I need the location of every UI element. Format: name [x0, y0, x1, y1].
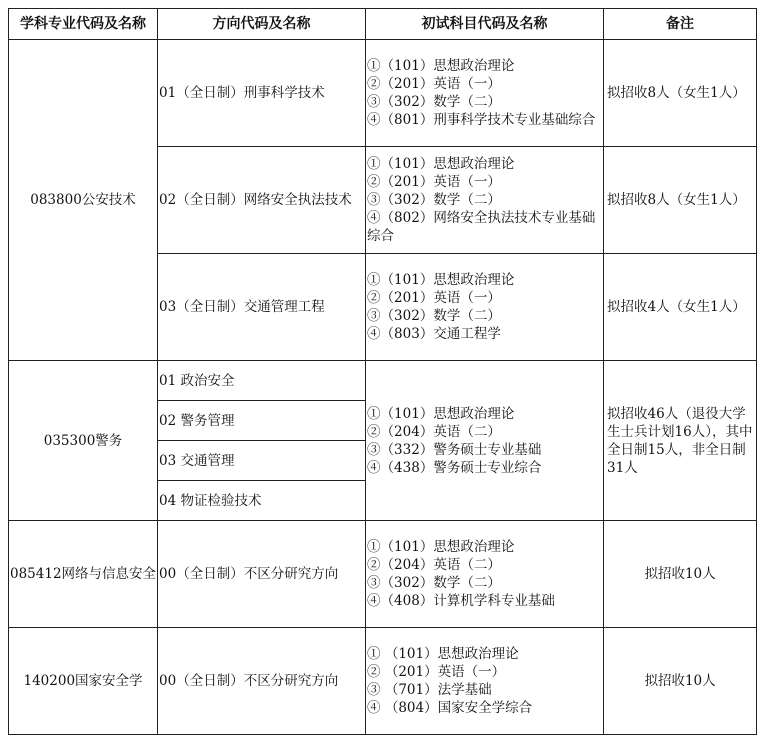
discipline-cell: 085412网络与信息安全: [9, 521, 158, 628]
discipline-cell: 035300警务: [9, 361, 158, 521]
subject-item: ①（101）思想政治理论: [367, 405, 515, 422]
direction-cell: 02 警务管理: [158, 401, 366, 441]
note-cell: 拟招收10人: [604, 628, 757, 735]
admissions-table: [8, 8, 757, 735]
subject-item: ④（438）警务硕士专业综合: [367, 459, 542, 476]
subject-item: ②（204）英语（二）: [367, 557, 501, 573]
subject-item: ① （101）思想政治理论: [367, 646, 519, 662]
subject-item: ②（201）英语（一）: [367, 174, 501, 190]
header-direction: 方向代码及名称: [158, 9, 366, 40]
subject-item: ② （201）英语（一）: [367, 664, 506, 680]
subject-item: ②（204）英语（二）: [367, 423, 501, 440]
note-cell: 拟招收8人（女生1人）: [604, 40, 757, 147]
direction-cell: 03 交通管理: [158, 441, 366, 481]
direction-cell: 00（全日制）不区分研究方向: [158, 521, 366, 628]
note-cell: 拟招收4人（女生1人）: [604, 254, 757, 361]
subject-item: ③（332）警务硕士专业基础: [367, 441, 542, 458]
admissions-table-container: [8, 8, 757, 735]
discipline-cell: 140200国家安全学: [9, 628, 158, 735]
subject-item: ③（302）数学（二）: [367, 575, 501, 591]
subject-item: ④（803）交通工程学: [367, 326, 501, 342]
direction-cell: 04 物证检验技术: [158, 481, 366, 521]
table-row: [9, 521, 757, 628]
subject-item: ②（201）英语（一）: [367, 76, 501, 92]
subject-item: ③ （701）法学基础: [367, 682, 492, 698]
subject-item: ④（801）刑事科学技术专业基础综合: [367, 112, 596, 128]
subjects-cell: [366, 147, 604, 254]
direction-cell: 02（全日制）网络安全执法技术: [158, 147, 366, 254]
direction-cell: 01 政治安全: [158, 361, 366, 401]
subject-item: ①（101）思想政治理论: [367, 539, 515, 555]
subject-item: ④ （804）国家安全学综合: [367, 700, 533, 716]
subject-item: ①（101）思想政治理论: [367, 156, 515, 172]
table-row: [9, 40, 757, 147]
subjects-cell: [366, 521, 604, 628]
subject-item: ④（802）网络安全执法技术专业基础综合: [367, 210, 596, 244]
direction-cell: 01（全日制）刑事科学技术: [158, 40, 366, 147]
subject-item: ①（101）思想政治理论: [367, 58, 515, 74]
subjects-cell: [366, 40, 604, 147]
subject-item: ③（302）数学（二）: [367, 192, 501, 208]
note-cell: 拟招收10人: [604, 521, 757, 628]
direction-cell: 00（全日制）不区分研究方向: [158, 628, 366, 735]
subjects-cell: [366, 361, 604, 521]
note-cell: 拟招收8人（女生1人）: [604, 147, 757, 254]
direction-cell: 03（全日制）交通管理工程: [158, 254, 366, 361]
subject-item: ③（302）数学（二）: [367, 308, 501, 324]
subject-item: ①（101）思想政治理论: [367, 272, 515, 288]
subject-item: ②（201）英语（一）: [367, 290, 501, 306]
table-row: [9, 361, 757, 401]
subject-item: ③（302）数学（二）: [367, 94, 501, 110]
subject-item: ④（408）计算机学科专业基础: [367, 593, 555, 609]
subjects-cell: [366, 628, 604, 735]
header-subjects: 初试科目代码及名称: [366, 9, 604, 40]
subjects-cell: [366, 254, 604, 361]
discipline-cell: 083800公安技术: [9, 40, 158, 361]
header-notes: 备注: [604, 9, 757, 40]
table-header-row: [9, 9, 757, 40]
note-cell: 拟招收46人（退役大学生士兵计划16人），其中全日制15人，非全日制31人: [604, 361, 757, 521]
header-discipline: 学科专业代码及名称: [9, 9, 158, 40]
table-row: [9, 628, 757, 735]
